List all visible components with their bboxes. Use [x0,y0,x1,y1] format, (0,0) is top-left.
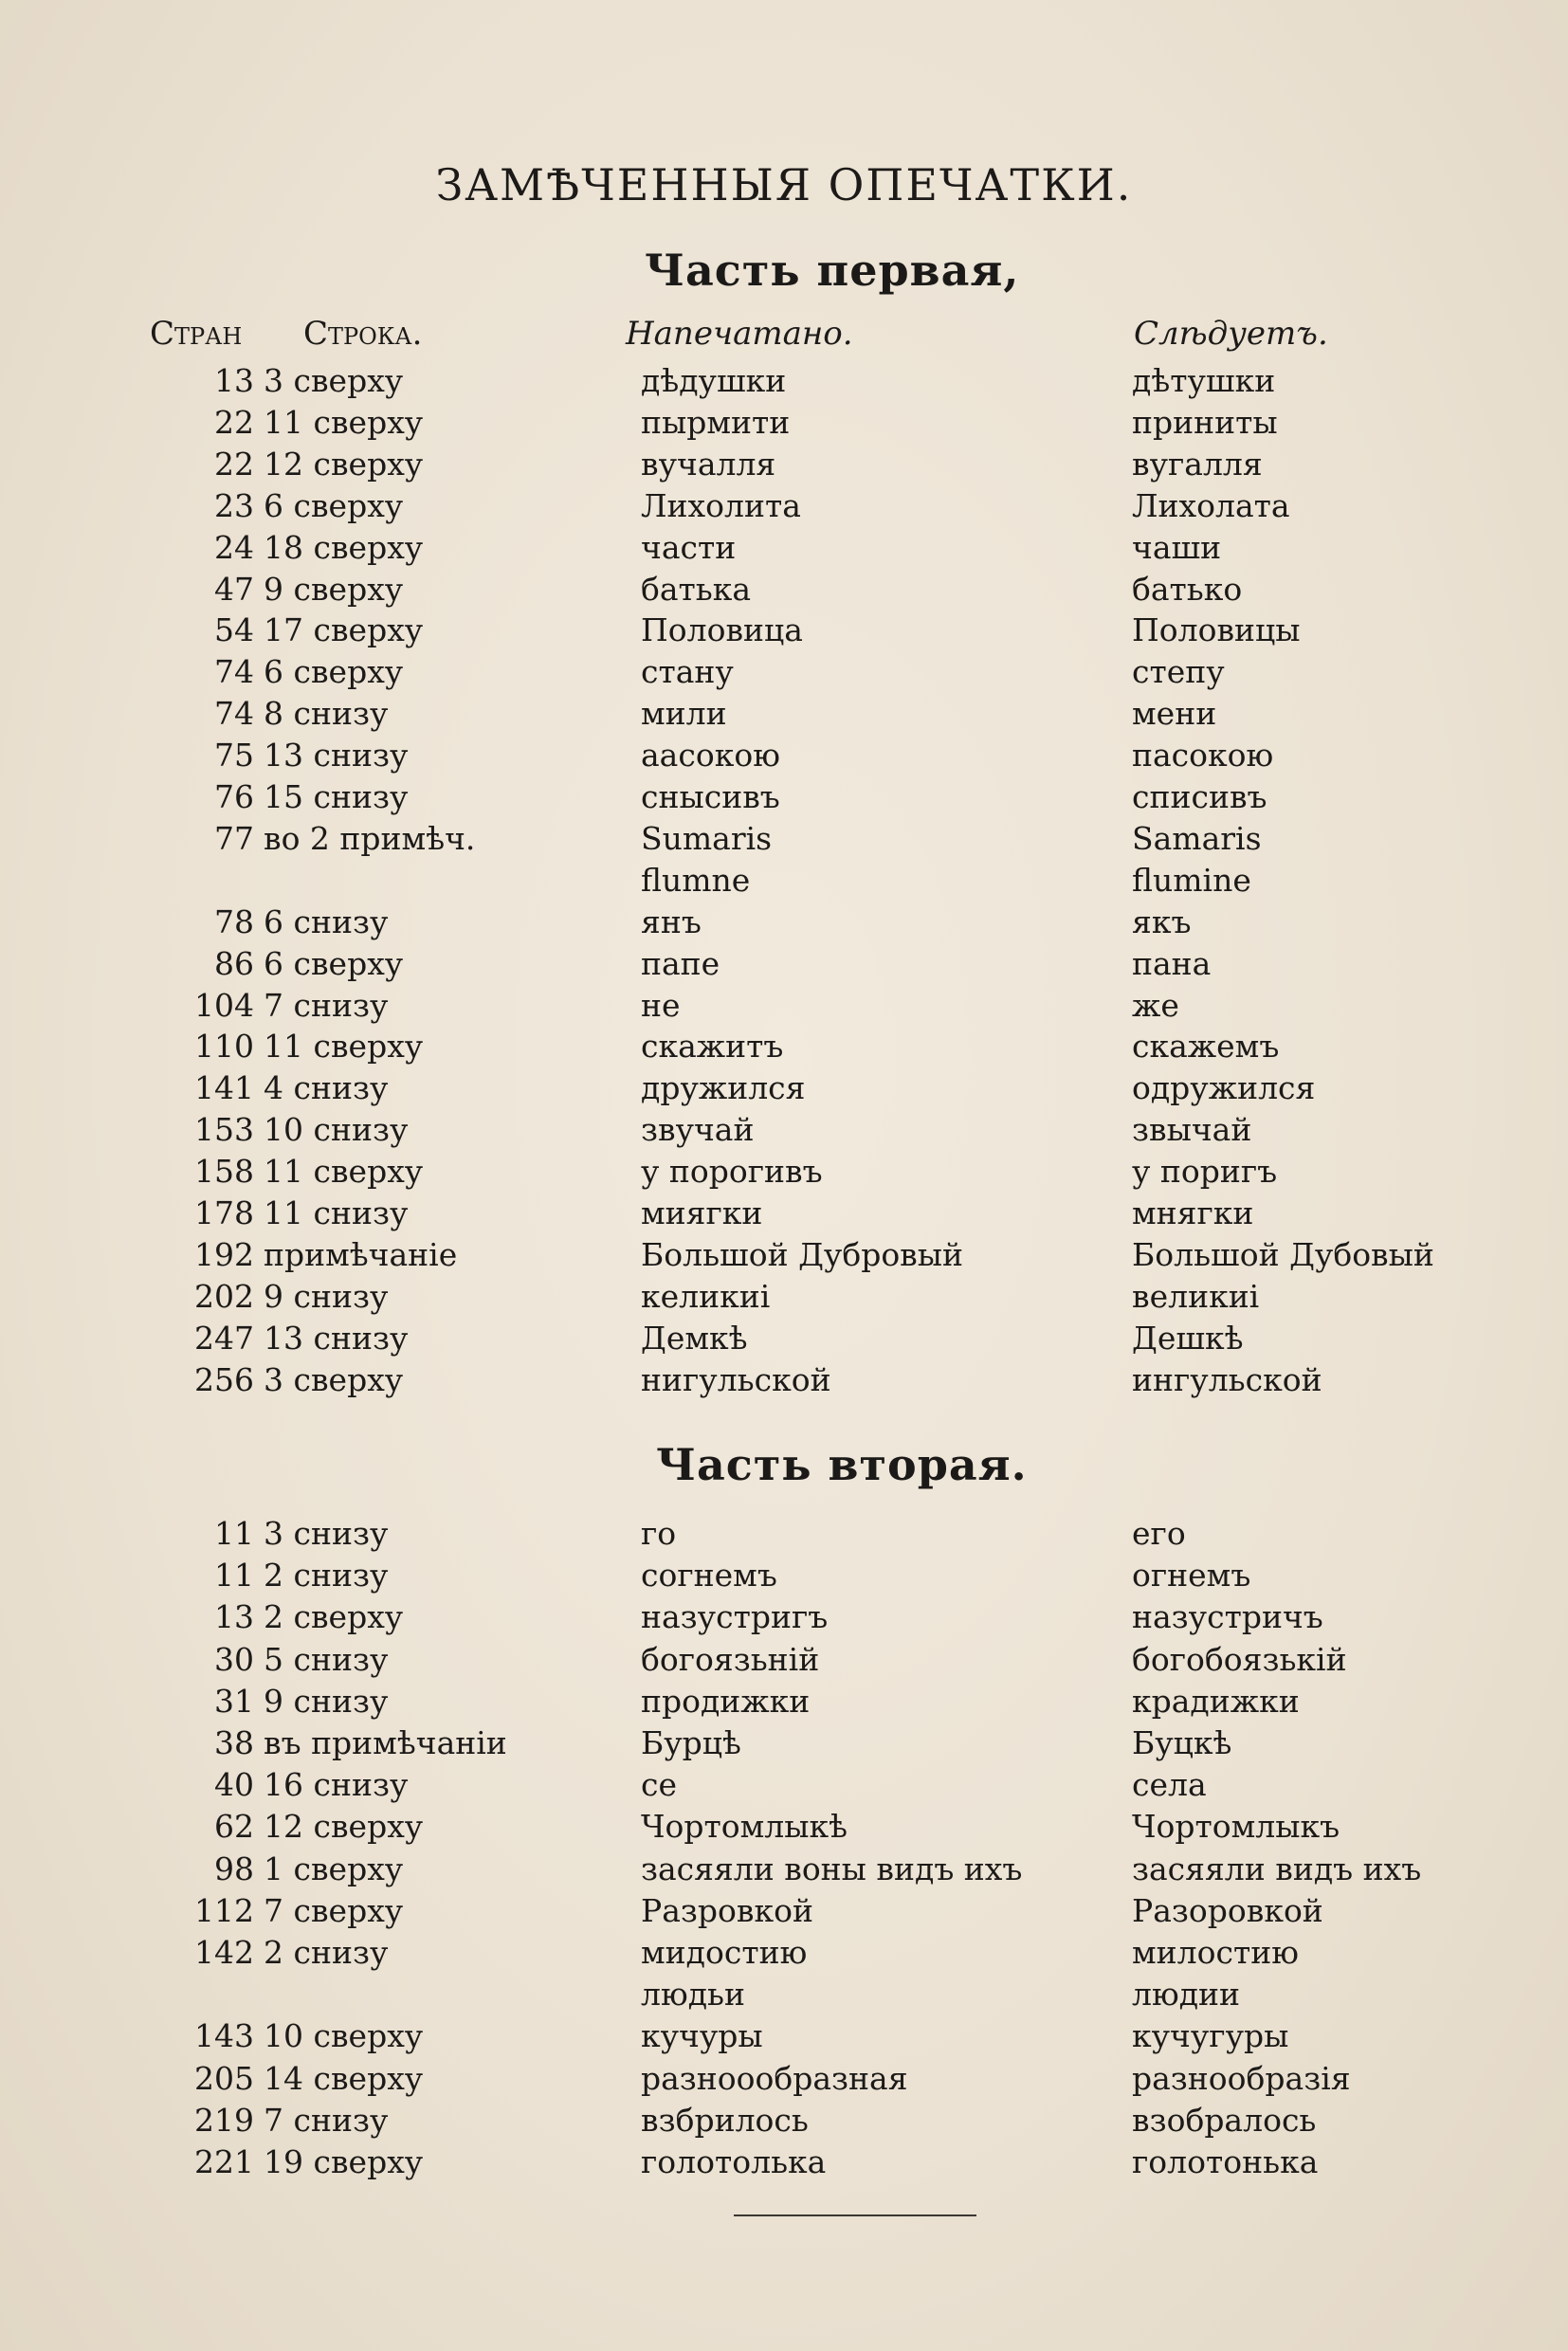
row-printed: дѣдушки [641,362,787,399]
row-line: 19 сверху [264,2143,424,2180]
header-page: Стран [150,315,243,353]
row-page: 40 [214,1766,254,1804]
row-page: 74 [214,695,254,733]
row-page: 77 [214,819,254,857]
errata-row [0,820,1568,862]
row-printed: засяяли воны видъ ихъ [641,1850,1023,1887]
errata-row [0,1598,1568,1640]
row-page: 112 [194,1891,254,1929]
row-should: flumine [1132,861,1251,899]
row-line: 13 снизу [264,1319,409,1357]
row-page: 219 [194,2101,254,2139]
row-should: крадижки [1132,1682,1300,1720]
row-page: 23 [214,486,254,524]
row-should: мени [1132,695,1217,733]
errata-row [0,487,1568,529]
row-line: 2 сверху [264,1598,404,1636]
row-printed: согнемъ [641,1557,777,1595]
row-should: его [1132,1515,1186,1552]
row-page: 38 [214,1724,254,1761]
errata-row [0,1361,1568,1403]
row-should: списивъ [1132,778,1267,815]
row-should: Буцкѣ [1132,1724,1232,1761]
row-printed: скажитъ [641,1028,784,1066]
errata-row [0,1850,1568,1892]
errata-row [0,1111,1568,1153]
row-should: якъ [1132,902,1192,940]
errata-row [0,2017,1568,2059]
row-line: 14 сверху [264,2059,424,2097]
row-page: 143 [194,2017,254,2055]
row-page: 11 [214,1557,254,1595]
row-page: 256 [194,1360,254,1398]
header-printed: Напечатано. [626,315,853,353]
errata-row [0,1194,1568,1236]
row-page: 75 [214,737,254,775]
row-line: 16 снизу [264,1766,409,1804]
row-line: 3 сверху [264,1360,404,1398]
row-page: 110 [194,1028,254,1066]
row-should: Большой Дубовый [1132,1235,1434,1273]
errata-row [0,653,1568,695]
row-line: 9 снизу [264,1277,389,1315]
row-should: степу [1132,653,1225,691]
errata-row [0,695,1568,737]
row-line: 10 сверху [264,2017,424,2055]
row-should: засяяли видъ ихъ [1132,1850,1422,1887]
row-printed: flumne [641,861,751,899]
row-printed: не [641,986,681,1024]
row-page: 221 [194,2143,254,2180]
page-title: ЗАМѢЧЕННЫЯ ОПЕЧАТКИ. [435,159,1133,210]
row-page: 13 [214,1598,254,1636]
row-printed: батька [641,570,752,608]
row-printed: Разровкой [641,1891,813,1929]
errata-row [0,1278,1568,1320]
row-page: 153 [194,1111,254,1149]
row-should: ингульской [1132,1360,1322,1398]
errata-row [0,1320,1568,1361]
errata-row [0,1683,1568,1724]
row-printed: части [641,528,737,566]
column-header-row [0,315,1568,356]
errata-row [0,1766,1568,1808]
row-printed: келикиі [641,1277,771,1315]
row-line: 9 сверху [264,570,404,608]
row-should: у поригъ [1132,1153,1278,1191]
row-should: приниты [1132,403,1278,441]
errata-row [0,1892,1568,1934]
errata-row [0,1557,1568,1598]
row-printed: вучалля [641,445,776,483]
part-one-title: Часть первая, [645,245,1020,296]
row-printed: Демкѣ [641,1319,748,1357]
errata-row [0,737,1568,778]
row-should: людии [1132,1976,1241,2014]
row-printed: пырмити [641,403,791,441]
row-printed: янъ [641,902,702,940]
row-line: 6 снизу [264,902,389,940]
row-printed: Sumaris [641,819,773,857]
row-printed: го [641,1515,677,1552]
row-page: 74 [214,653,254,691]
row-printed: стану [641,653,734,691]
row-line: 6 сверху [264,653,404,691]
row-line: 8 снизу [264,695,389,733]
row-line: 4 снизу [264,1069,389,1107]
errata-row [0,611,1568,653]
row-line: 7 снизу [264,986,389,1024]
row-should: Samaris [1132,819,1262,857]
row-printed: Большой Дубровый [641,1235,964,1273]
row-should: Разоровкой [1132,1891,1323,1929]
errata-row [0,1976,1568,2017]
row-printed: Бурцѣ [641,1724,741,1761]
row-line: 9 снизу [264,1682,389,1720]
row-page: 47 [214,570,254,608]
row-page: 13 [214,362,254,399]
errata-row [0,2102,1568,2143]
row-should: разнообразія [1132,2059,1351,2097]
row-should: назустричъ [1132,1598,1323,1636]
row-printed: Лихолита [641,486,801,524]
row-printed: у порогивъ [641,1153,823,1191]
row-should: Дешкѣ [1132,1319,1244,1357]
row-should: батько [1132,570,1243,608]
errata-row [0,571,1568,612]
closing-rule [734,2214,976,2216]
row-line: 7 снизу [264,2101,389,2139]
row-page: 247 [194,1319,254,1357]
row-should: огнемъ [1132,1557,1251,1595]
row-should: кучугуры [1132,2017,1289,2055]
row-printed: Чортомлыкѣ [641,1808,848,1846]
row-should: мнягки [1132,1194,1254,1231]
errata-row [0,529,1568,571]
row-should: же [1132,986,1179,1024]
row-should: милостию [1132,1934,1299,1971]
row-printed: Половица [641,611,803,649]
row-page: 30 [214,1640,254,1678]
errata-row [0,446,1568,487]
row-line: 11 сверху [264,1028,424,1066]
row-should: взобралось [1132,2101,1317,2139]
row-printed: звучай [641,1111,755,1149]
row-line: 15 снизу [264,778,409,815]
row-line: 12 сверху [264,445,424,483]
row-line: въ примѣчаніи [264,1724,507,1761]
row-page: 22 [214,445,254,483]
errata-row [0,1028,1568,1069]
errata-row [0,1808,1568,1850]
errata-row [0,1236,1568,1278]
row-printed: дружился [641,1069,806,1107]
row-page: 178 [194,1194,254,1231]
errata-row [0,1153,1568,1194]
row-should: пасокою [1132,737,1274,775]
row-page: 11 [214,1515,254,1552]
row-printed: богоязьній [641,1640,820,1678]
row-printed: мидостию [641,1934,808,1971]
row-printed: снысивъ [641,778,780,815]
row-line: 11 снизу [264,1194,409,1231]
row-should: скажемъ [1132,1028,1280,1066]
row-printed: голотолька [641,2143,827,2180]
row-page: 22 [214,403,254,441]
row-printed: папе [641,944,720,982]
row-page: 192 [194,1235,254,1273]
row-line: 10 снизу [264,1111,409,1149]
errata-row [0,1515,1568,1557]
errata-row [0,362,1568,404]
row-should: великиі [1132,1277,1260,1315]
row-printed: нигульской [641,1360,831,1398]
row-line: примѣчаніе [264,1235,458,1273]
row-line: 1 сверху [264,1850,404,1887]
row-line: 5 снизу [264,1640,389,1678]
row-should: дѣтушки [1132,362,1276,399]
errata-row [0,987,1568,1029]
row-printed: продижки [641,1682,811,1720]
row-printed: людьи [641,1976,745,2014]
row-printed: се [641,1766,678,1804]
row-should: богобоязькій [1132,1640,1347,1678]
errata-row [0,862,1568,903]
errata-row [0,2060,1568,2102]
row-line: 7 сверху [264,1891,404,1929]
row-line: 6 сверху [264,486,404,524]
row-should: звычай [1132,1111,1252,1149]
row-page: 86 [214,944,254,982]
errata-row [0,778,1568,820]
row-line: 12 сверху [264,1808,424,1846]
row-page: 142 [194,1934,254,1971]
row-page: 205 [194,2059,254,2097]
row-printed: назустригъ [641,1598,829,1636]
row-page: 202 [194,1277,254,1315]
row-printed: разноообразная [641,2059,908,2097]
row-line: 3 снизу [264,1515,389,1552]
row-page: 24 [214,528,254,566]
row-line: 11 сверху [264,1153,424,1191]
row-line: 2 снизу [264,1934,389,1971]
row-page: 98 [214,1850,254,1887]
errata-row [0,1934,1568,1976]
row-printed: кучуры [641,2017,763,2055]
row-line: 17 сверху [264,611,424,649]
row-should: села [1132,1766,1207,1804]
row-page: 158 [194,1153,254,1191]
row-should: чаши [1132,528,1222,566]
errata-row [0,2143,1568,2185]
row-line: 13 снизу [264,737,409,775]
row-should: Лихолата [1132,486,1290,524]
errata-row [0,945,1568,987]
row-printed: миягки [641,1194,763,1231]
row-should: вугалля [1132,445,1263,483]
row-page: 54 [214,611,254,649]
row-printed: взбрилось [641,2101,809,2139]
row-should: Чортомлыкъ [1132,1808,1340,1846]
row-printed: мили [641,695,727,733]
row-should: голотонька [1132,2143,1319,2180]
part-two-title: Часть вторая. [656,1439,1028,1490]
errata-row [0,1069,1568,1111]
row-line: во 2 примѣч. [264,819,476,857]
row-page: 104 [194,986,254,1024]
errata-row [0,903,1568,945]
errata-row [0,404,1568,446]
row-should: одружился [1132,1069,1316,1107]
header-should: Слѣдуетъ. [1134,315,1328,353]
row-should: Половицы [1132,611,1301,649]
row-should: пана [1132,944,1212,982]
row-line: 3 сверху [264,362,404,399]
row-line: 2 снизу [264,1557,389,1595]
row-line: 6 сверху [264,944,404,982]
row-page: 62 [214,1808,254,1846]
row-printed: аасокою [641,737,780,775]
errata-row [0,1724,1568,1766]
row-page: 31 [214,1682,254,1720]
row-line: 18 сверху [264,528,424,566]
row-page: 76 [214,778,254,815]
errata-row [0,1641,1568,1683]
row-page: 141 [194,1069,254,1107]
header-line: Строка. [303,315,423,353]
row-line: 11 сверху [264,403,424,441]
row-page: 78 [214,902,254,940]
